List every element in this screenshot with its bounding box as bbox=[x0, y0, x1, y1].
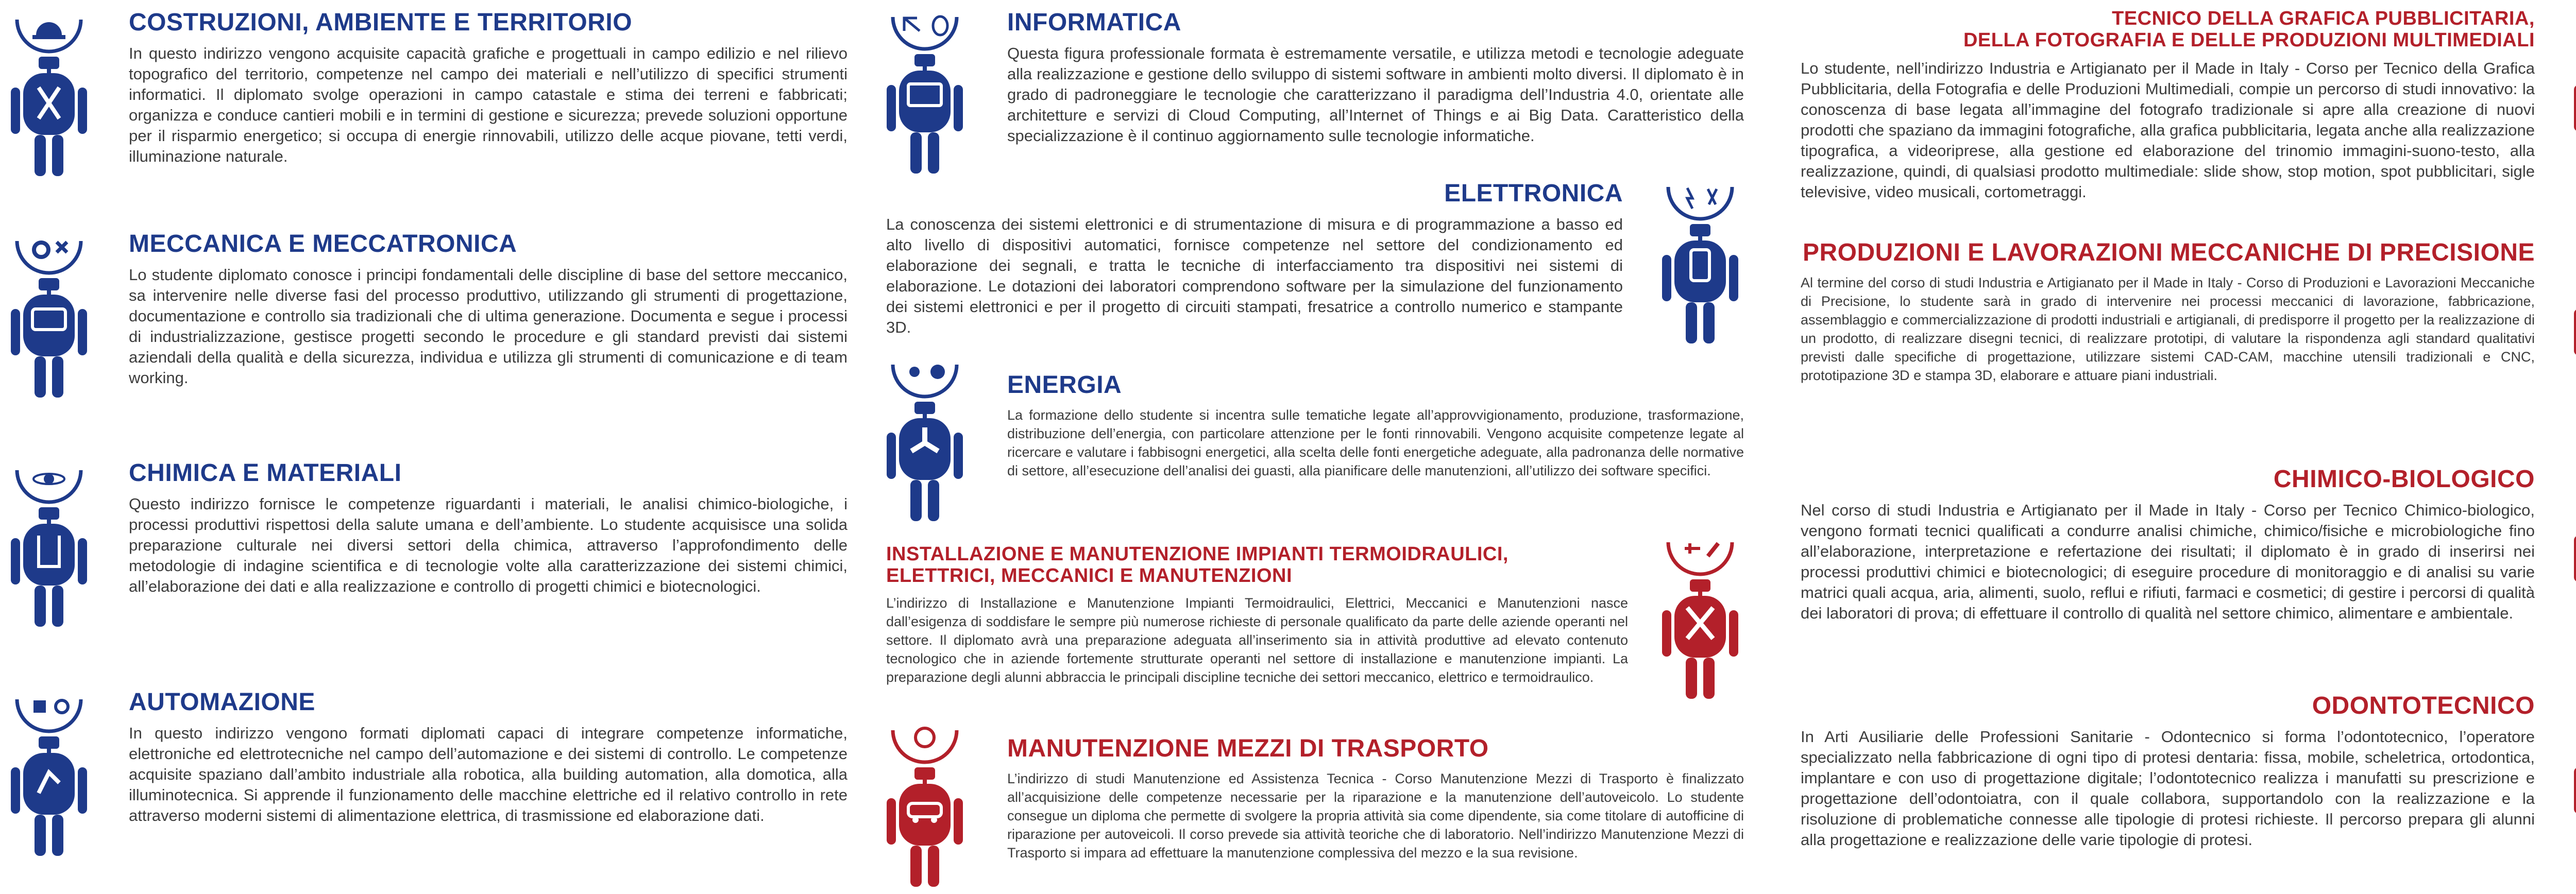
section-body: Al termine del corso di studi Industria e Artigianato per il Made in Italy - Corso di Produzioni e Lavorazioni Meccaniche di Precisione, lo studente sarà in grado di intervenire nei processi meccanici di lavorazione, fabbricazione, assemblaggio e commercializzazione di prodotti industriali e artigianali, di predisporre il progetto per la realizzazione di un prodotto, di realizzare disegni tecnici, di realizzare prototipi, di valutare la rispondenza agli standard qualitativi previsti dalle specifiche di progettazione, utilizzare sistemi CAD-CAM, macchine utensili tradizionali e CNC, prototipazione 3D e stampa 3D, elaborare e attuare piani industriali. bbox=[1801, 275, 2535, 383]
smartphone-robot-icon bbox=[1659, 178, 1741, 348]
section-trasporto bbox=[1007, 735, 1744, 862]
section-odontotecnico bbox=[1801, 693, 2535, 850]
microscope-robot-icon bbox=[2571, 458, 2576, 628]
section-informatica bbox=[1007, 9, 1744, 146]
section-elettronica bbox=[886, 180, 1623, 338]
section-body: In Arti Ausiliarie delle Professioni Sanitarie - Odontecnico si forma l’odontotecnico, l’operatore specializzato nella fabbricazione di ogni tipo di protesi dentaria: fissa, mobile, scheletrica, ortodontica, implantare e con uso di progettazione digitale; l’odontotecnico realizza i manufatti su prescrizione e progettazione dell’odontoiatra, con il quale collabora, supportandolo con la realizzazione e la risoluzione di problematiche connesse alle tipologie di protesi richieste. Il percorso prepara gli alunni alla progettazione e realizzazione delle varie tipologie di protesi. bbox=[1801, 728, 2535, 849]
section-body: Questa figura professionale formata è estremamente versatile, e utilizza metodi e tecnologie adeguate alla realizzazione e gestione dello sviluppo di sistemi software in ambienti molto diversi. Il diplomato è in grado di padroneggiare le tecnologie che caratterizzano il paradigma dell’Industria 4.0, orientate alle architetture e servizi di Cloud Computing, all’Internet of Things e ai Big Data. Caratteristico della specializzazione è il continuo aggiornamento sulle tecnologie informatiche. bbox=[1007, 44, 1744, 145]
section-grafica bbox=[1801, 8, 2535, 202]
section-chimico-biologico bbox=[1801, 466, 2535, 624]
camera-robot-icon bbox=[2571, 8, 2576, 178]
section-title: PRODUZIONI E LAVORAZIONI MECCANICHE DI PRECISIONE bbox=[1802, 239, 2535, 266]
section-chimica bbox=[129, 460, 848, 597]
section-body: In questo indirizzo vengono acquisite capacità grafiche e progettuali in campo edilizio e nel rilievo topografico del territorio, competenze nel campo dei materiali e nell’utilizzo di specifici strumenti informatici. Il diplomato svolge operazioni in campo catastale e stima dei terreni e fabbricati; organizza e conduce cantieri mobili e in termini di gestione e sicurezza; prevede soluzioni opportune per il risparmio energetico; si occupa di energie rinnovabili, utilizzo delle acque piovane, tetti verdi, illuminazione naturale. bbox=[129, 44, 848, 165]
section-title: CHIMICO-BIOLOGICO bbox=[2273, 466, 2535, 493]
section-title-line2: ELETTRICI, MECCANICI E MANUTENZIONI bbox=[886, 565, 1293, 587]
section-installazione bbox=[886, 543, 1628, 686]
section-title: ENERGIA bbox=[1007, 371, 1122, 399]
automation-robot-icon bbox=[8, 690, 90, 860]
section-body: L’indirizzo di studi Manutenzione ed Assistenza Tecnica - Corso Manutenzione Mezzi di Trasporto è finalizzato all’acquisizione delle competenze necessarie per la riparazione e la manutenzione dell’autoveicolo. Lo studente consegue un diploma che permette di svolgere la propria attività sia come dipendente, sia come titolare di autofficine di riparazione per autoveicoli. Il corso prevede sia attività teoriche che di laboratorio. Nell’indirizzo Manutenzione Mezzi di Trasporto si impara ad effettuare la manutenzione complessiva del mezzo e la sua revisione. bbox=[1007, 771, 1744, 861]
gears-robot-icon bbox=[2571, 232, 2576, 402]
section-body: Nel corso di studi Industria e Artigianato per il Made in Italy - Corso per Tecnico Chimico-biologico, vengono formati tecnici qualificati a condurre analisi chimiche, chimico/fisiche e microbiologiche fino all’elaborazione, interpretazione e refertazione dei risultati; il diplomato è in grado di inserirsi nei processi produttivi chimici e biotecnologici; di eseguire procedure di monitoraggio e di analisi su varie matrici quali acqua, aria, alimenti, suolo, reflui e rifiuti, farmaci e cosmetici; di gestire i percorsi di qualità dei laboratori di prova; di effettuare il controllo di qualità nel settore chimico, alimentare e ambientale. bbox=[1801, 501, 2535, 622]
section-produzioni bbox=[1801, 239, 2535, 385]
section-title: INFORMATICA bbox=[1007, 9, 1181, 36]
section-title-line2: DELLA FOTOGRAFIA E DELLE PRODUZIONI MULTIMEDIALI bbox=[1963, 29, 2535, 51]
section-body: In questo indirizzo vengono formati diplomati capaci di integrare competenze informatiche, elettroniche ed elettrotecniche nel campo dell’automazione e dei sistemi di controllo. Le competenze acquisite spaziano dall’ambito industriale alla robotica, alla building automation, alla domotica, alla illuminotecnica. Si apprende il funzionamento delle macchine elettriche ed il relativo controllo in rete attraverso moderni sistemi di alimentazione elettrica, di trasmissione ed elaborazione dati. bbox=[129, 724, 848, 824]
section-title: AUTOMAZIONE bbox=[129, 689, 315, 716]
section-title: MECCANICA E MECCATRONICA bbox=[129, 230, 517, 257]
tooth-robot-icon bbox=[2571, 690, 2576, 860]
section-body: L’indirizzo di Installazione e Manutenzione Impianti Termoidraulici, Elettrici, Meccanici e Manutenzioni nasce dall’esigenza di soddisfare le sempre più numerose richieste di personale qualificato da parte delle aziende operanti nel settore. Il diplomato avrà una preparazione adeguata all’inserimento sia in attività produttive ad elevato contenuto tecnologico che in aziende fortemente strutturate operanti nel settore di installazione e manutenzione impianti. La preparazione degli alunni abbraccia le principali discipline tecniche dei settori meccanico, elettrico e termoidraulico. bbox=[886, 595, 1628, 685]
section-costruzioni bbox=[129, 9, 848, 167]
construction-robot-icon bbox=[8, 10, 90, 180]
section-title: COSTRUZIONI, AMBIENTE E TERRITORIO bbox=[129, 9, 633, 36]
section-energia bbox=[1007, 372, 1744, 480]
mechanics-robot-icon bbox=[8, 232, 90, 402]
section-body: Lo studente, nell’indirizzo Industria e Artigianato per il Made in Italy - Corso per Tecnico della Grafica Pubblicitaria, della Fotografia e delle Produzioni Multimediali, compie un percorso di studi innovativo: la conoscenza di base legata all’immagine del fotografo tradizionale si apre alla creazione di nuovi prodotti che spaziano da immagini fotografiche, alla grafica pubblicitaria, legata anche alla realizzazione tipografica, a videoriprese, alla gestione ed elaborazione del trinomio immagini-suono-testo, alla realizzazione, quindi, di qualsiasi prodotto multimediale: slide show, stop motion, spot pubblicitari, sigle televisive, video musicali, cortometraggi. bbox=[1801, 59, 2535, 201]
section-body: Lo studente diplomato conosce i principi fondamentali delle discipline di base del settore meccanico, sa intervenire nelle diverse fasi del processo produttivo, utilizzando gli strumenti di progettazione, documentazione e controllo sia tradizionali che di ultima generazione. Documenta e segue i processi di industrializzazione, gestisce progetti secondo le procedure e gli standard previsti dai sistemi aziendali della qualità e della sicurezza, individua e utilizza gli strumenti di comunicazione e di team working. bbox=[129, 266, 848, 387]
section-automazione bbox=[129, 689, 848, 826]
section-body: Questo indirizzo fornisce le competenze riguardanti i materiali, le analisi chimico-biologiche, i processi produttivi rispettosi della salute umana e dell’ambiente. Lo studente acquisisce una solida preparazione culturale nei diversi settori della chimica, attraverso l’approfondimento delle metodologie di indagine scientifica e di tecnologie volte alla caratterizzazione dei sistemi chimici, all’elaborazione dei dati e alla realizzazione e controllo di progetti chimici e biotecnologici. bbox=[129, 495, 848, 595]
section-title: ODONTOTECNICO bbox=[2312, 692, 2535, 719]
car-robot-icon bbox=[884, 721, 966, 891]
chemistry-robot-icon bbox=[8, 461, 90, 631]
section-title-line1: INSTALLAZIONE E MANUTENZIONE IMPIANTI TERMOIDRAULICI, bbox=[886, 543, 1509, 565]
section-title-line1: TECNICO DELLA GRAFICA PUBBLICITARIA, bbox=[2112, 8, 2535, 29]
tools-robot-icon bbox=[1659, 533, 1741, 703]
fan-robot-icon bbox=[884, 355, 966, 525]
section-title: CHIMICA E MATERIALI bbox=[129, 459, 402, 487]
section-title: ELETTRONICA bbox=[1444, 180, 1623, 207]
section-meccanica bbox=[129, 231, 848, 388]
section-body: La conoscenza dei sistemi elettronici e di strumentazione di misura e di programmazione a basso ed alto livello di dispositivi automatici, fornisce competenze nel settore del condizionamento ed elaborazione dei segnali, e tratta le tecniche di interfacciamento tra dispositivi nei sistemi di elaborazione. Le dotazioni dei laboratori comprendono software per la simulazione del funzionamento dei sistemi elettronici e per il progetto di circuiti stampati, fresatrice a controllo numerico e stampante 3D. bbox=[886, 215, 1623, 336]
computer-robot-icon bbox=[884, 8, 966, 178]
section-title: MANUTENZIONE MEZZI DI TRASPORTO bbox=[1007, 735, 1489, 762]
section-body: La formazione dello studente si incentra sulle tematiche legate all’approvvigionamento, produzione, trasformazione, distribuzione dell’energia, con particolare attenzione per le fonti rinnovabili. Vengono acquisite competenze legate al ricercare e valutare i fabbisogni energetici, alla scelta delle fonti energetiche adeguate, alla padronanza delle normative di settore, all’esecuzione dell’analisi dei guasti, alla pianificare delle manutenzioni, all’utilizzo dei software specifici. bbox=[1007, 407, 1744, 478]
